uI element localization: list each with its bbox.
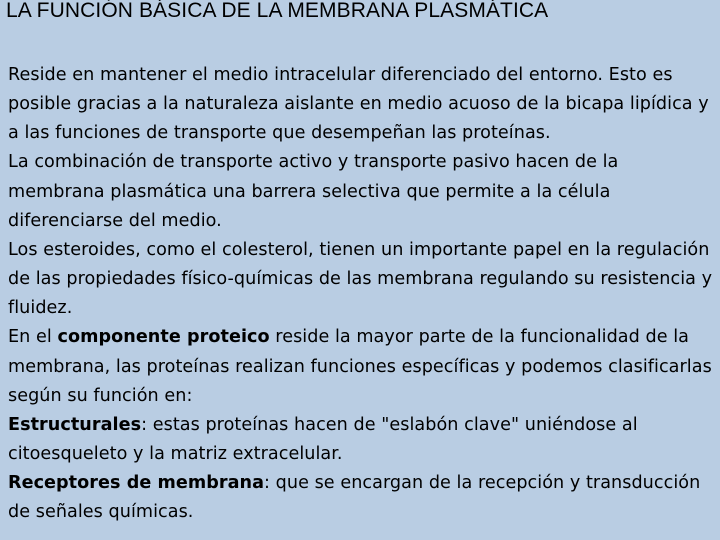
paragraph-steroids: Los esteroides, como el colesterol, tienen un importante papel en la regulación de las propiedades físico-químicas de las membrana regulando su resistencia y fluidez.: [8, 239, 713, 319]
receptors-term: Receptores de membrana: [8, 473, 265, 494]
protein-component-term: componente proteico: [57, 327, 270, 348]
paragraph-receptors: [8, 469, 718, 527]
page-title: LA FUNCIÓN BÁSICA DE LA MEMBRANA PLASMÁTICA: [6, 0, 549, 22]
paragraph-structural: [8, 411, 718, 469]
paragraph-transport: La combinación de transporte activo y transporte pasivo hacen de la membrana plasmática una barrera selectiva que permite a la célula diferenciarse del medio.: [8, 152, 619, 231]
structural-term: Estructurales: [8, 414, 142, 435]
protein-text-before: En el: [8, 327, 58, 348]
paragraph-intro: Reside en mantener el medio intracelular diferenciado del entorno. Esto es posible gracias a la naturaleza aislante en medio acuoso de la bicapa lipídica y a las funciones de transporte que desempeñan las proteínas.: [8, 65, 709, 144]
structural-description: : estas proteínas hacen de "eslabón clave" uniéndose al citoesqueleto y la matriz extracelular.: [8, 414, 638, 465]
slide-body: [8, 61, 718, 528]
protein-text-after: reside la mayor parte de la funcionalidad de la membrana, las proteínas realizan funciones específicas y podemos clasificarlas según su función en:: [8, 327, 712, 406]
paragraph-protein-component: [8, 323, 718, 410]
receptors-description: : que se encargan de la recepción y transducción de señales químicas.: [8, 473, 701, 523]
